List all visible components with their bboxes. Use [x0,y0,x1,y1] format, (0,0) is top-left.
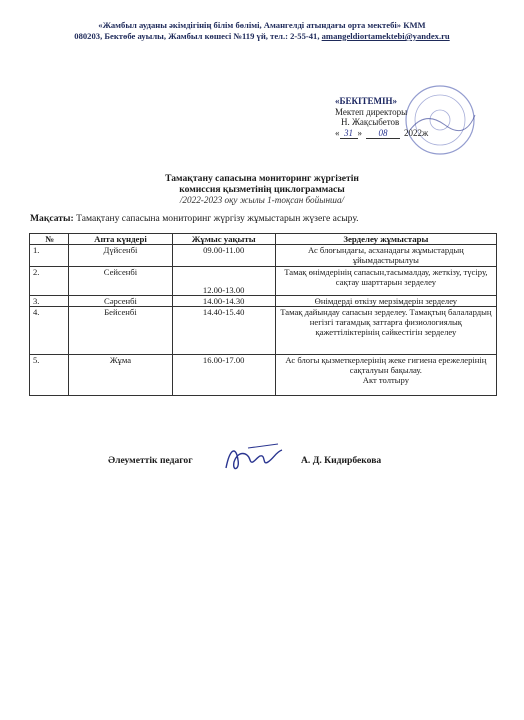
row-num: 3. [30,296,69,307]
approval-day: 31 [340,128,358,140]
table-row [30,355,497,396]
row-day: Бейсенбі [69,307,172,355]
row-time: 09.00-11.00 [172,245,275,267]
row-work-line1: Ас блогы қызметкерлерінің жеке гигиена ережелерінің сақталуын бақылау. [285,355,487,375]
row-time: 16.00-17.00 [172,355,275,396]
footer-name: А. Д. Кидирбекова [301,455,382,466]
row-work: Тамақ дайындау сапасын зерделеу. Тамақтың балалардың негізгі тағамдық заттарға физиологиялық қажеттіліктерінің сәйкестігін зерделеу [275,307,496,355]
row-day: Жұма [69,355,172,396]
table-row [30,296,497,307]
purpose-line [30,213,359,224]
col-header-num: № [30,234,69,245]
address-text: 080203, Бектөбе ауылы, Жамбыл көшесі №119 үй, тел.: 2-55-41, [74,31,322,41]
document-title [0,173,524,195]
header-organization: «Жамбыл ауданы әкімдігінің білім бөлімі, Амангелді атындағы орта мектебі» КММ [98,20,426,30]
header-address [0,31,524,41]
row-day: Дүйсенбі [69,245,172,267]
signature-icon [218,438,288,478]
row-num: 2. [30,267,69,296]
row-work: Өнімдерді өткізу мерзімдерін зерделеу [275,296,496,307]
footer-role: Әлеуметтік педагог [108,455,193,466]
row-work-line2: Акт толтыру [362,375,410,385]
row-num: 5. [30,355,69,396]
row-num: 1. [30,245,69,267]
title-line-2: комиссия қызметінің циклограммасы [179,184,345,195]
row-time: 14.00-14.30 [172,296,275,307]
table-header-row [30,234,497,245]
row-num: 4. [30,307,69,355]
table-row [30,245,497,267]
email-link[interactable]: amangeldiortamektebi@yandex.ru [321,31,450,41]
row-time: 14.40-15.40 [172,307,275,355]
row-day: Сейсенбі [69,267,172,296]
row-time: 12.00-13.00 [172,267,275,296]
col-header-day: Апта күндері [69,234,172,245]
approval-name: Н. Жақсыбетов [341,117,400,127]
purpose-label: Мақсаты: [30,213,74,224]
row-work: Ас блоғындағы, асханадағы жұмыстардың ұйымдастырылуы [275,245,496,267]
schedule-table [29,233,497,396]
document-period: /2022-2023 оқу жылы 1-тоқсан бойынша/ [179,195,345,205]
approval-year: 2022ж [404,127,429,138]
approval-title: «БЕКІТЕМІН» [335,96,397,106]
row-work [275,355,496,396]
row-work: Тамақ өнімдерінің сапасын,тасымалдау, жеткізу, түсіру, сақтау шарттарын зерделеу [275,267,496,296]
purpose-text: Тамақтану сапасына мониторинг жүргізу жұмыстарын жүзеге асыру. [73,213,359,224]
col-header-work: Зерделеу жұмыстары [275,234,496,245]
approval-date: « 31 » 08 2022ж [335,127,429,138]
approval-month: 08 [366,128,400,140]
col-header-time: Жұмыс уақыты [172,234,275,245]
row-day: Сәрсенбі [69,296,172,307]
approval-block [335,96,428,139]
table-row [30,267,497,296]
title-line-1: Тамақтану сапасына мониторинг жүргізетін [165,173,359,184]
table-row [30,307,497,355]
approval-role: Мектеп директоры [335,106,408,117]
